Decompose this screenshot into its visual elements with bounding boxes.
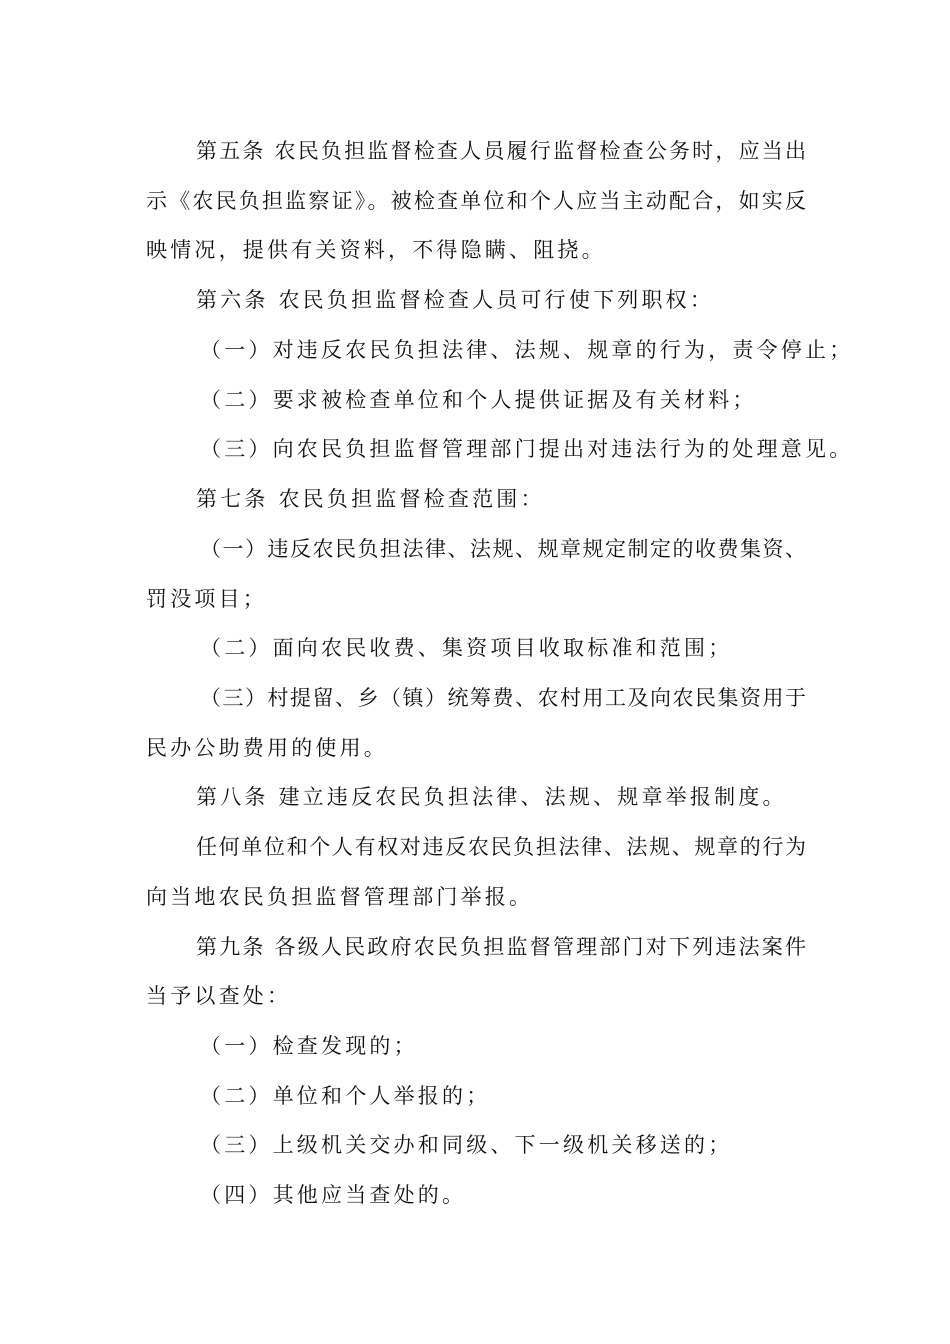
article-7-item-3-line-2: 民办公助费用的使用。 xyxy=(146,736,388,760)
article-7-item-1-line-1: （一）违反农民负担法律、法规、规章规定制定的收费集资、 xyxy=(200,537,806,561)
article-8-heading: 第八条 建立违反农民负担法律、法规、规章举报制度。 xyxy=(196,785,787,809)
article-5-line-2: 示《农民负担监察证》。被检查单位和个人应当主动配合，如实反 xyxy=(146,189,806,213)
article-9-line-2: 当予以查处： xyxy=(146,984,292,1008)
article-6-item-1: （一）对违反农民负担法律、法规、规章的行为，责令停止； xyxy=(200,338,854,362)
article-7-heading: 第七条 农民负担监督检查范围： xyxy=(196,487,545,511)
article-9-item-1: （一）检查发现的； xyxy=(200,1034,418,1058)
article-9-item-2: （二）单位和个人举报的； xyxy=(200,1084,491,1108)
article-6-item-2: （二）要求被检查单位和个人提供证据及有关材料； xyxy=(200,388,757,412)
article-9-item-4: （四）其他应当查处的。 xyxy=(200,1183,467,1207)
article-7-item-3-line-1: （三）村提留、乡（镇）统筹费、农村用工及向农民集资用于 xyxy=(200,686,806,710)
article-7-item-1-line-2: 罚没项目； xyxy=(146,587,267,611)
article-7-item-2: （二）面向农民收费、集资项目收取标准和范围； xyxy=(200,636,733,660)
article-8-paragraph-line-2: 向当地农民负担监督管理部门举报。 xyxy=(146,885,534,909)
article-9-item-3: （三）上级机关交办和同级、下一级机关移送的； xyxy=(200,1133,733,1157)
article-6-item-3: （三）向农民负担监督管理部门提出对违法行为的处理意见。 xyxy=(200,437,854,461)
article-5-line-1: 第五条 农民负担监督检查人员履行监督检查公务时，应当出 xyxy=(196,139,806,163)
article-8-paragraph-line-1: 任何单位和个人有权对违反农民负担法律、法规、规章的行为 xyxy=(196,835,806,859)
article-6-heading: 第六条 农民负担监督检查人员可行使下列职权： xyxy=(196,288,715,312)
article-9-line-1: 第九条 各级人民政府农民负担监督管理部门对下列违法案件 xyxy=(196,935,806,959)
article-5-line-3: 映情况，提供有关资料，不得隐瞒、阻挠。 xyxy=(146,238,606,262)
